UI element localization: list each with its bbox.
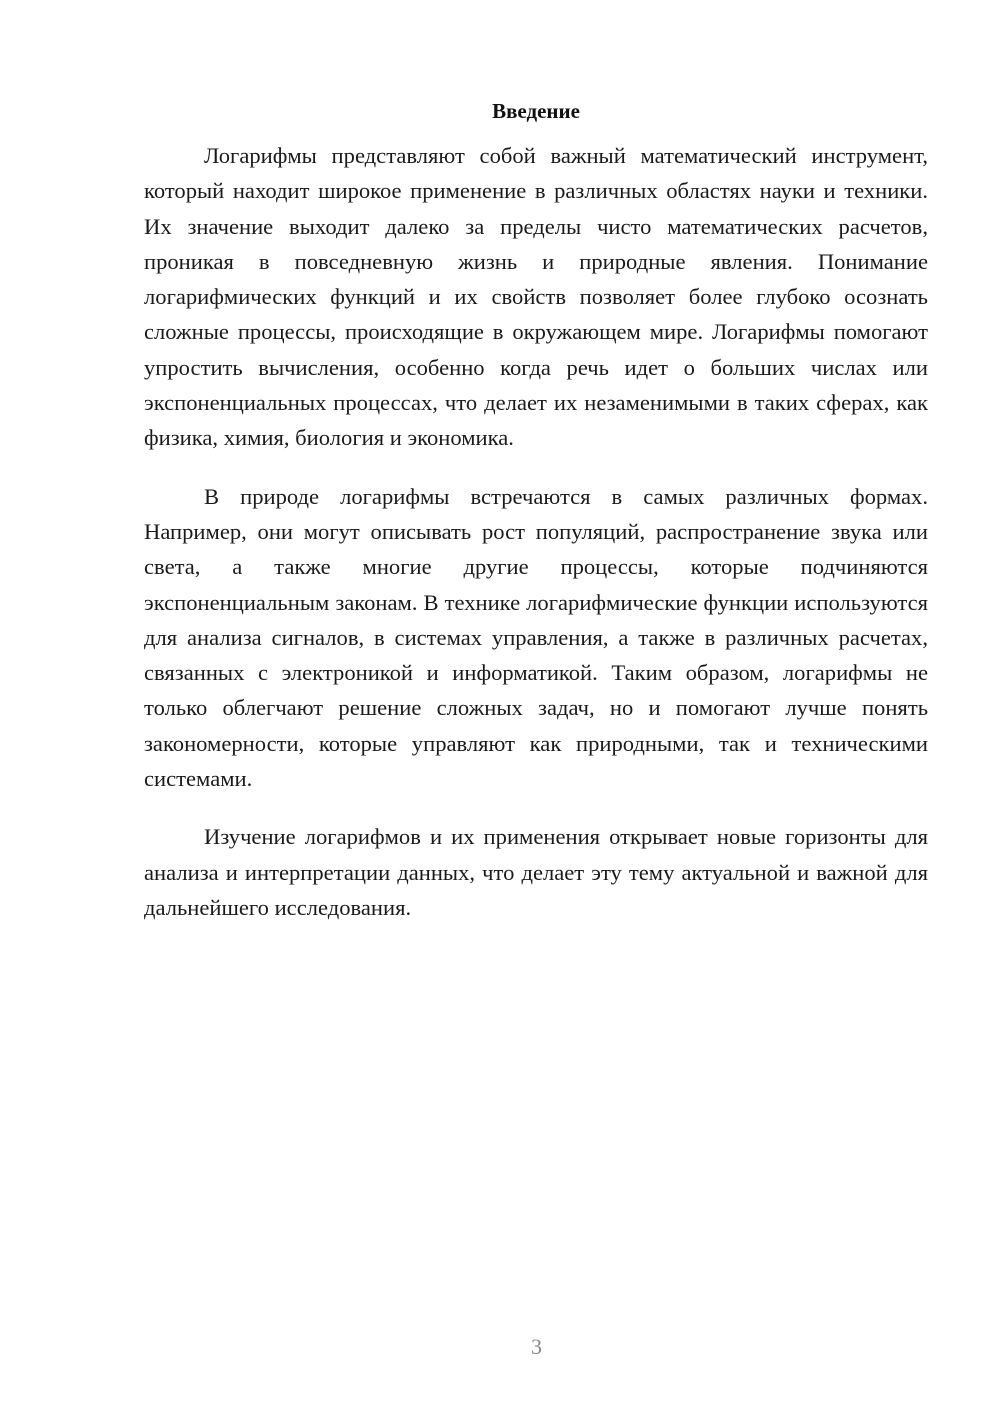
section-title: Введение: [492, 99, 580, 123]
paragraph-2: В природе логарифмы встречаются в самых различных формах. Например, они могут описывать рост популяций, распространение звука или света, а также многие другие процессы, которые подчиняются экспоненциальным законам. В технике логарифмические функции используются для анализа сигналов, в системах управления, а также в различных расчетах, связанных с электроникой и информатикой. Таким образом, логарифмы не только облегчают решение сложных задач, но и помогают лучше понять закономерности, которые управляют как природными, так и техническими системами.: [144, 483, 928, 792]
page-number: 3: [531, 1334, 542, 1359]
page-content: [144, 95, 928, 948]
paragraph-3: Изучение логарифмов и их применения открывает новые горизонты для анализа и интерпретации данных, что делает эту тему актуальной и важной для дальнейшего исследования.: [144, 824, 928, 920]
paragraph-1: Логарифмы представляют собой важный математический инструмент, который находит широкое применение в различных областях науки и техники. Их значение выходит далеко за пределы чисто математических расчетов, проникая в повседневную жизнь и природные явления. Понимание логарифмических функций и их свойств позволяет более глубоко осознать сложные процессы, происходящие в окружающем мире. Логарифмы помогают упростить вычисления, особенно когда речь идет о больших числах или экспоненциальных процессах, что делает их незаменимыми в таких сферах, как физика, химия, биология и экономика.: [144, 143, 928, 451]
